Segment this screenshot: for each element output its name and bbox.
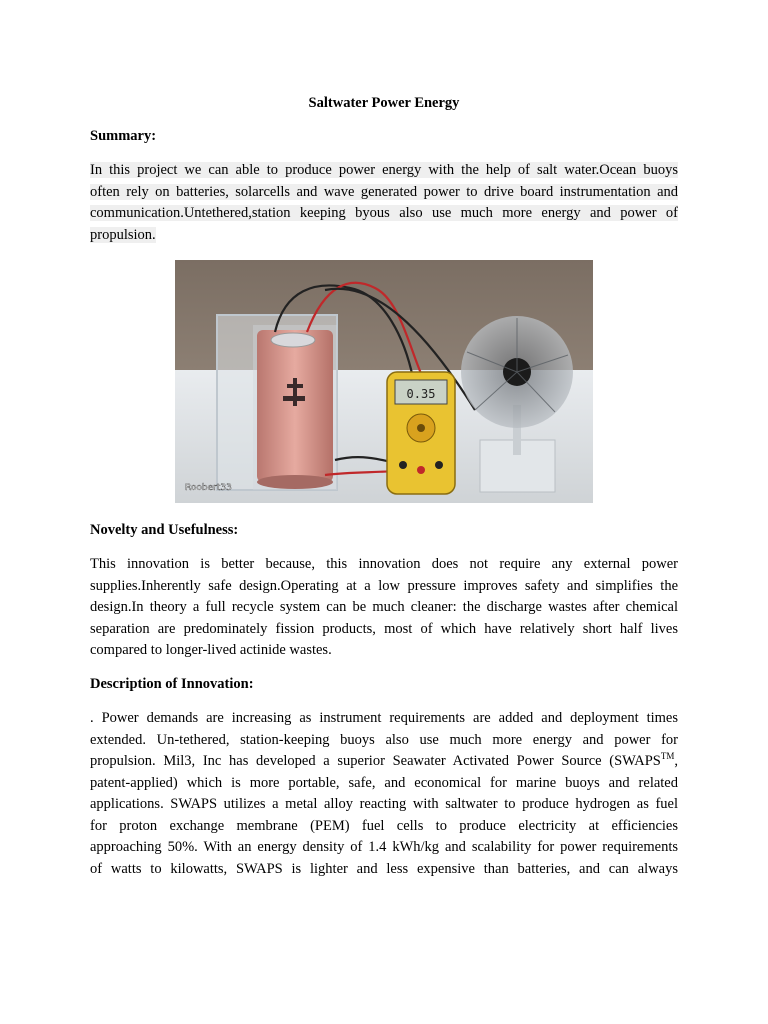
description-heading: Description of Innovation: bbox=[90, 676, 254, 692]
description-line: of watts to kilowatts, SWAPS is lighter and less expensive than batteries, and can always bbox=[90, 860, 678, 877]
summary-line-text: often rely on batteries, solarcells and wave generated power to drive board instrumentation and bbox=[90, 183, 678, 200]
description-line-tail: , bbox=[674, 753, 678, 769]
description-line: approaching 50%. With an energy density of 1.4 kWh/kg and scalability for power requirements bbox=[90, 839, 678, 855]
summary-line-text: In this project we can able to produce power energy with the help of salt water.Ocean buoys bbox=[90, 162, 678, 178]
summary-line bbox=[90, 182, 678, 204]
description-line-text: propulsion. Mil3, Inc has developed a superior Seawater Activated Power Source (SWAPS bbox=[90, 753, 661, 769]
description-line: for proton exchange membrane (PEM) fuel cells to produce electricity at efficiencies bbox=[90, 817, 678, 834]
summary-paragraph bbox=[90, 160, 678, 246]
meter-reading-text: 0.35 bbox=[406, 387, 436, 401]
summary-line-text: communication.Untethered,station keeping byous also use much more energy and power of bbox=[90, 205, 678, 221]
watermark-text: Roobert33 bbox=[185, 483, 232, 493]
description-line: . Power demands are increasing as instrument requirements are added and deployment times bbox=[90, 710, 678, 726]
summary-line-text: propulsion. bbox=[90, 226, 156, 243]
saltwater-battery-photo bbox=[175, 260, 593, 503]
description-paragraph bbox=[90, 708, 678, 880]
summary-line bbox=[90, 203, 678, 225]
description-line bbox=[90, 751, 678, 773]
trademark-sup: TM bbox=[660, 751, 675, 762]
description-line: patent-applied) which is more portable, safe, and economical for marine buoys and related bbox=[90, 774, 678, 791]
novelty-heading: Novelty and Usefulness: bbox=[90, 522, 239, 538]
novelty-line: compared to longer-lived actinide wastes. bbox=[90, 642, 332, 658]
novelty-paragraph bbox=[90, 554, 678, 662]
summary-line bbox=[90, 225, 678, 247]
description-line: applications. SWAPS utilizes a metal alloy reacting with saltwater to produce hydrogen as fuel bbox=[90, 796, 678, 812]
document-title: Saltwater Power Energy bbox=[308, 95, 460, 111]
novelty-line: This innovation is better because, this innovation does not require any external power bbox=[90, 556, 678, 572]
multimeter bbox=[387, 372, 455, 494]
cell-container bbox=[217, 315, 337, 490]
description-line: extended. Un-tethered, station-keeping buoys also use much more energy and power for bbox=[90, 731, 678, 748]
summary-line bbox=[90, 160, 678, 182]
novelty-line: design.In theory a full recycle system can be much cleaner: the discharge wastes after chemical bbox=[90, 599, 678, 615]
novelty-line: separation are predominately fission products, most of which have relatively short half lives bbox=[90, 620, 678, 637]
novelty-line: supplies.Inherently safe design.Operating at a low pressure improves safety and simplifies the bbox=[90, 577, 678, 594]
summary-heading: Summary: bbox=[90, 128, 157, 144]
